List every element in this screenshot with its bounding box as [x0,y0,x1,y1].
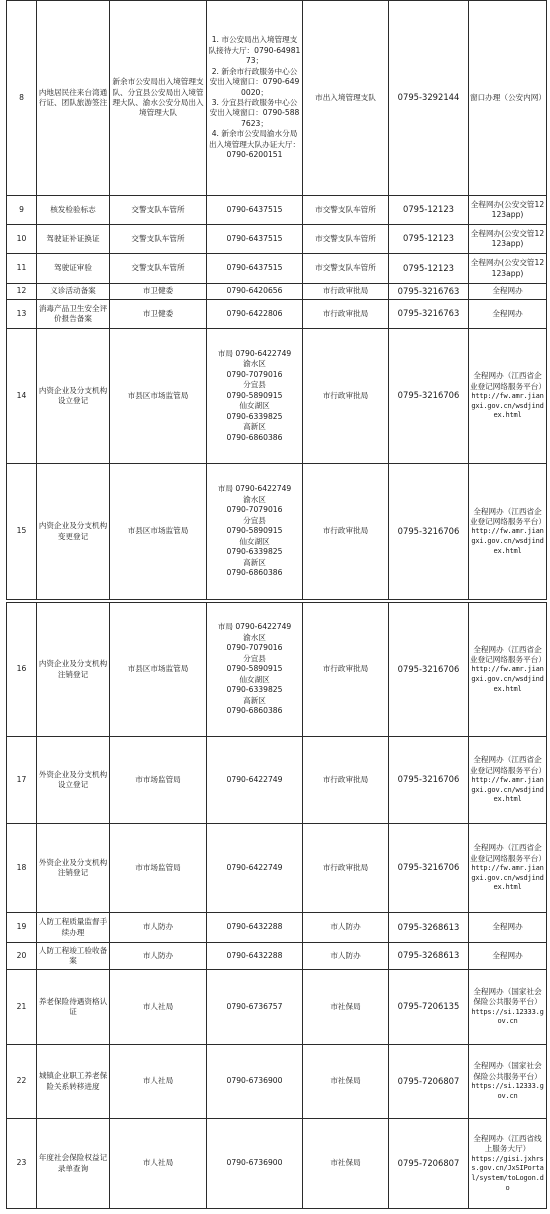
office-phone: 0795-12123 [389,196,469,225]
mode-url: http://fw.amr.jiangxi.gov.cn/wsdjindex.html [471,775,544,804]
item-name: 消毒产品卫生安全评价报告备案 [37,300,110,329]
office-phone: 0795-7206807 [389,1045,469,1119]
handling-office: 市出入境管理支队 [303,1,389,196]
handling-office: 市人防办 [303,913,389,943]
responsible-dept: 市卫健委 [110,300,207,329]
phone-line: 0790-6860386 [226,706,283,716]
phone-line: 3. 分宜县行政服务中心公安出入境窗口：0790-5887623； [209,98,300,128]
phone-line: 0790-7079016 [226,505,283,515]
handling-office: 市人防办 [303,943,389,970]
responsible-dept: 市县区市场监管局 [110,464,207,600]
contact-phone: 0790-6420656 [207,284,303,300]
responsible-dept: 交警支队车管所 [110,196,207,225]
responsible-dept: 市人社局 [110,1045,207,1119]
phone-line: 高新区 [243,422,266,432]
mode-url: http://fw.amr.jiangxi.gov.cn/wsdjindex.html [471,863,544,892]
phone-line: 分宜县 [243,515,266,525]
phone-line: 0790-6860386 [226,432,283,442]
office-phone: 0795-7206135 [389,970,469,1045]
row-number: 15 [7,464,37,600]
phone-line: 0790-5890915 [226,390,283,400]
phone-line: 市局 0790-6422749 [217,622,292,632]
phone-line: 0790-6860386 [226,568,283,578]
table-row [7,1119,547,1209]
item-name: 人防工程竣工验收备案 [37,943,110,970]
contact-phone: 0790-6422806 [207,300,303,329]
responsible-dept: 交警支队车管所 [110,254,207,284]
responsible-dept: 市县区市场监管局 [110,603,207,737]
handling-office: 市交警支队车管所 [303,225,389,254]
contact-phone [207,603,303,737]
handling-mode: 全程网办 [469,913,547,943]
phone-line: 市局 0790-6422749 [217,484,292,494]
table-row [7,970,547,1045]
contact-phone: 0790-6437515 [207,254,303,284]
office-phone: 0795-3216706 [389,464,469,600]
table-row [7,913,547,943]
handling-mode: 全程网办 [469,943,547,970]
handling-mode: 全程网办(公安交管12123app) [469,196,547,225]
table-row [7,464,547,600]
responsible-dept: 新余市公安局出入境管理支队、分宜县公安局出入境管理大队、渝水公安分局出入境管理大队 [110,1,207,196]
table-row [7,1,547,196]
item-name: 驾驶证审验 [37,254,110,284]
responsible-dept: 市人防办 [110,943,207,970]
mode-url: http://fw.amr.jiangxi.gov.cn/wsdjindex.html [471,391,544,420]
item-name: 外资企业及分支机构设立登记 [37,737,110,824]
phone-line: 仙女湖区 [239,674,270,684]
handling-office: 市社保局 [303,1119,389,1209]
table-row [7,196,547,225]
contact-phone [207,464,303,600]
row-number: 13 [7,300,37,329]
row-number: 10 [7,225,37,254]
table-row [7,254,547,284]
phone-line: 仙女湖区 [239,401,270,411]
table-row [7,603,547,737]
handling-mode: 全程网办(公安交管12123app) [469,225,547,254]
row-number: 11 [7,254,37,284]
phone-line: 高新区 [243,695,266,705]
service-table-part-2 [6,602,547,1209]
contact-phone: 0790-6432288 [207,913,303,943]
item-name: 驾驶证补证换证 [37,225,110,254]
contact-phone: 0790-6422749 [207,824,303,913]
office-phone: 0795-3216706 [389,737,469,824]
contact-phone: 0790-6736757 [207,970,303,1045]
office-phone: 0795-3292144 [389,1,469,196]
item-name: 内资企业及分支机构变更登记 [37,464,110,600]
handling-office: 市行政审批局 [303,464,389,600]
phone-line: 仙女湖区 [239,536,270,546]
handling-mode [469,970,547,1045]
office-phone: 0795-3216706 [389,603,469,737]
table-row [7,225,547,254]
mode-label: 全程网办（江西省企业登记网络服务平台） [470,755,546,775]
handling-mode [469,464,547,600]
office-phone: 0795-7206807 [389,1119,469,1209]
handling-mode: 全程网办 [469,300,547,329]
row-number: 8 [7,1,37,196]
row-number: 14 [7,329,37,464]
phone-line: 渝水区 [243,632,266,642]
item-name: 核发检验标志 [37,196,110,225]
office-phone: 0795-3216706 [389,824,469,913]
row-number: 23 [7,1119,37,1209]
table-row [7,943,547,970]
contact-phone: 0790-6437515 [207,196,303,225]
phone-line: 0790-5890915 [226,526,283,536]
mode-url: https://si.12333.gov.cn [471,1007,544,1026]
handling-office: 市行政审批局 [303,329,389,464]
mode-label: 全程网办（江西省线上服务大厅） [473,1133,542,1154]
office-phone: 0795-12123 [389,225,469,254]
phone-line: 0790-6339825 [226,411,283,421]
contact-phone: 0790-6432288 [207,943,303,970]
contact-phone [207,329,303,464]
phone-line: 0790-7079016 [226,643,283,653]
mode-url: https://si.12333.gov.cn [471,1082,544,1100]
handling-office: 市行政审批局 [303,300,389,329]
contact-phone: 0790-6736900 [207,1045,303,1119]
handling-office: 市社保局 [303,970,389,1045]
mode-label: 全程网办（国家社会保险公共服务平台） [473,986,542,1007]
phone-line: 高新区 [243,557,266,567]
mode-label: 全程网办（江西省企业登记网络服务平台） [470,644,546,665]
row-number: 16 [7,603,37,737]
row-number: 20 [7,943,37,970]
phone-line: 分宜县 [243,653,266,663]
handling-office: 市社保局 [303,1045,389,1119]
table-row [7,329,547,464]
handling-office: 市行政审批局 [303,824,389,913]
row-number: 18 [7,824,37,913]
item-name: 养老保险待遇资格认证 [37,970,110,1045]
row-number: 9 [7,196,37,225]
phone-line: 渝水区 [243,494,266,504]
row-number: 21 [7,970,37,1045]
mode-label: 全程网办（国家社会保险公共服务平台） [473,1061,542,1081]
responsible-dept: 交警支队车管所 [110,225,207,254]
phone-line: 0790-5890915 [226,664,283,674]
item-name: 内资企业及分支机构设立登记 [37,329,110,464]
phone-line: 分宜县 [243,380,266,390]
phone-line: 市局 0790-6422749 [217,348,292,358]
item-name: 人防工程质量监督手续办理 [37,913,110,943]
responsible-dept: 市人防办 [110,913,207,943]
handling-mode [469,737,547,824]
phone-line: 0790-6339825 [226,547,283,557]
phone-line: 1. 市公安局出入境管理支队接待大厅：0790-6498173； [208,35,301,66]
handling-office: 市交警支队车管所 [303,254,389,284]
contact-phone: 0790-6736900 [207,1119,303,1209]
phone-line: 0790-7079016 [226,369,283,379]
item-name: 义诊活动备案 [37,284,110,300]
handling-mode [469,329,547,464]
table-row [7,1045,547,1119]
handling-mode [469,824,547,913]
table-row [7,824,547,913]
office-phone: 0795-3268613 [389,943,469,970]
item-name: 内地居民往来台湾通行证、团队旅游签注 [37,1,110,196]
row-number: 17 [7,737,37,824]
mode-label: 全程网办（江西省企业登记网络服务平台） [470,506,546,527]
contact-phone: 0790-6437515 [207,225,303,254]
table-row [7,737,547,824]
handling-mode [469,603,547,737]
office-phone: 0795-3268613 [389,913,469,943]
phone-line: 0790-6339825 [226,685,283,695]
item-name: 内资企业及分支机构注销登记 [37,603,110,737]
responsible-dept: 市市场监管局 [110,737,207,824]
row-number: 12 [7,284,37,300]
contact-phone [207,1,303,196]
mode-url: https://gisi.jxhrss.gov.cn/JxSIPortal/system/toLogon.do [471,1154,544,1192]
responsible-dept: 市人社局 [110,1119,207,1209]
mode-label: 全程网办（江西省企业登记网络服务平台） [470,371,546,391]
handling-mode: 全程网办 [469,284,547,300]
mode-url: http://fw.amr.jiangxi.gov.cn/wsdjindex.html [471,665,544,693]
mode-label: 全程网办（江西省企业登记网络服务平台） [470,843,546,863]
row-number: 22 [7,1045,37,1119]
contact-phone: 0790-6422749 [207,737,303,824]
handling-mode [469,1045,547,1119]
item-name: 外资企业及分支机构注销登记 [37,824,110,913]
handling-mode: 窗口办理（公安内网） [469,1,547,196]
row-number: 19 [7,913,37,943]
item-name: 年度社会保险权益记录单查询 [37,1119,110,1209]
handling-office: 市行政审批局 [303,603,389,737]
table-row [7,284,547,300]
handling-office: 市交警支队车管所 [303,196,389,225]
item-name: 城镇企业职工养老保险关系转移进度 [37,1045,110,1119]
handling-mode [469,1119,547,1209]
service-table-part-1 [6,0,547,600]
office-phone: 0795-3216763 [389,300,469,329]
handling-office: 市行政审批局 [303,284,389,300]
mode-url: http://fw.amr.jiangxi.gov.cn/wsdjindex.html [471,527,544,555]
phone-line: 4. 新余市公安局渝水分局出入境管理大队办证大厅：0790-6200151 [208,129,301,160]
office-phone: 0795-12123 [389,254,469,284]
handling-office: 市行政审批局 [303,737,389,824]
responsible-dept: 市卫健委 [110,284,207,300]
table-row [7,300,547,329]
responsible-dept: 市市场监管局 [110,824,207,913]
phone-line: 渝水区 [243,359,266,369]
responsible-dept: 市人社局 [110,970,207,1045]
phone-line: 2. 新余市行政服务中心公安出入境窗口：0790-6490020； [209,66,300,97]
responsible-dept: 市县区市场监管局 [110,329,207,464]
office-phone: 0795-3216706 [389,329,469,464]
office-phone: 0795-3216763 [389,284,469,300]
handling-mode: 全程网办(公安交管12123app) [469,254,547,284]
